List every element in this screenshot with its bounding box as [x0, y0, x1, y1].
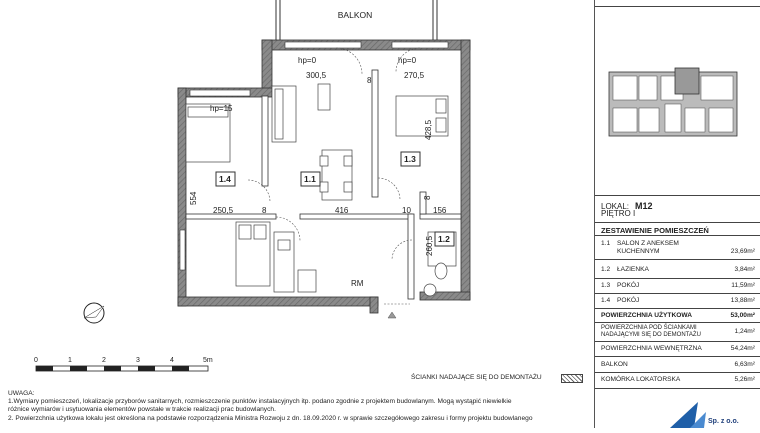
company-logo [650, 396, 760, 428]
scale-tick: 2 [102, 357, 106, 364]
scale-tick: 4 [170, 357, 174, 364]
dim-text: hp=15 [210, 104, 233, 113]
room-area: 13,88m² [730, 297, 755, 304]
dim-text: 8 [262, 206, 267, 215]
room-tag: 1.3 [404, 154, 416, 164]
balcony-area-label: BALKON [601, 361, 628, 368]
lokal-value: M12 [635, 201, 653, 211]
usable-area-label: POWIERZCHNIA UŻYTKOWA [601, 312, 692, 319]
hatch-swatch-icon [561, 374, 583, 383]
room-tag: 1.4 [219, 174, 231, 184]
dim-text: 554 [189, 191, 198, 205]
room-area: 11,59m² [731, 282, 755, 289]
balcony-area-value: 6,63m² [734, 361, 755, 368]
notes [8, 390, 588, 423]
room-no: 1.1 [601, 240, 611, 247]
dim-text: 416 [335, 206, 349, 215]
entrance-arrow-icon [388, 312, 396, 318]
dim-text: 8 [423, 195, 432, 200]
usable-area-value: 53,00m² [730, 312, 755, 319]
dim-text: 270,5 [404, 71, 425, 80]
room-tag: 1.1 [304, 174, 316, 184]
dim-text: 10 [402, 206, 411, 215]
storage-area-value: 5,26m² [734, 376, 755, 383]
dim-text: 300,5 [306, 71, 327, 80]
notes-title: UWAGA: [8, 390, 35, 397]
floor-label: PIĘTRO I [601, 209, 636, 218]
scale-tick: 5m [203, 357, 213, 364]
room-name: ŁAZIENKA [617, 266, 649, 273]
balcony [276, 0, 437, 44]
dim-text: 260,5 [425, 235, 434, 256]
room-tag: 1.2 [438, 234, 450, 244]
room-no: 1.3 [601, 282, 611, 289]
demolition-legend-text: ŚCIANKI NADAJĄCE SIĘ DO DEMONTAŻU [411, 374, 542, 381]
key-plan-thumbnail [603, 58, 743, 150]
dim-text: hp=0 [398, 56, 417, 65]
dim-text: 156 [433, 206, 447, 215]
dim-text: 428,5 [424, 119, 433, 140]
notes-line: różnice wymiarów i usytuowania elementów powstałe w trakcie realizacji prac budowlanych. [8, 406, 276, 414]
room-area: 3,84m² [734, 266, 755, 273]
notes-line: 1.Wymiary pomieszczeń, lokalizacje przyborów sanitarnych, rozmieszczenie punktów instalacyjnych itp. podano zgodnie z projektem budowlanym. Mogą wystąpić niewielkie [8, 398, 512, 406]
dim-text: 250,5 [213, 206, 234, 215]
info-panel [594, 0, 760, 428]
scale-bar [36, 366, 208, 371]
scale-tick: 1 [68, 357, 72, 364]
logo-text: Sp. z o.o. [708, 418, 739, 425]
notes-line: 2. Powierzchnia użytkowa lokalu jest określona na podstawie rozporządzenia Ministra Rozwoju z dn. 18.09.2020 r. w sprawie szczegółowego zakresu i formy projektu budowlanego [8, 414, 533, 422]
room-name: SALON Z ANEKSEM KUCHENNYM [617, 240, 679, 255]
room-area: 23,69m² [730, 248, 755, 255]
storage-area-label: KOMÓRKA LOKATORSKA [601, 376, 681, 383]
demolition-legend [411, 374, 542, 381]
rm-label: RM [351, 279, 364, 288]
dim-text: 8 [367, 76, 372, 85]
internal-area-label: POWIERZCHNIA WEWNĘTRZNA [601, 345, 702, 352]
rooms-title: ZESTAWIENIE POMIESZCZEŃ [601, 226, 709, 235]
furniture [186, 84, 456, 296]
dim-text: hp=0 [298, 56, 317, 65]
lokal-label: LOKAL: [601, 202, 630, 211]
room-name: POKÓJ [617, 282, 640, 289]
compass-icon [84, 303, 104, 323]
walls-area-value: 1,24m² [734, 328, 755, 335]
scale-tick: 3 [136, 357, 140, 364]
room-no: 1.4 [601, 297, 611, 304]
scale-tick: 0 [34, 357, 38, 364]
room-name: POKÓJ [617, 297, 640, 304]
internal-area-value: 54,24m² [730, 345, 755, 352]
logo-icon [650, 396, 760, 428]
walls-area-label: POWIERZCHNIA POD ŚCIANKAMI NADAJĄCYMI SIĘ DO DEMONTAŻU [601, 325, 701, 338]
balcony-label: BALKON [337, 10, 373, 20]
room-no: 1.2 [601, 266, 611, 273]
